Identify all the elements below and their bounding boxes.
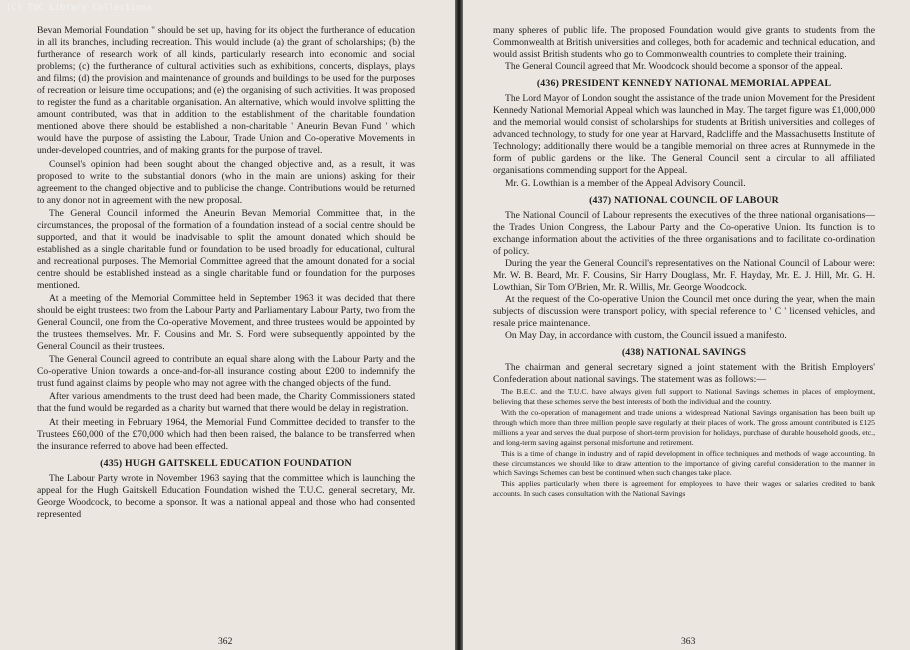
paragraph: Counsel's opinion had been sought about the changed objective and, as a result, it was proposed to write to the substantial donors (who in the main are unions) asking for their agreement to the changed objective and to publicise the change. Contributions would be returned to any donor not in agreement with the new proposal. [37, 158, 415, 206]
page-number: 363 [681, 636, 696, 647]
right-column [493, 25, 875, 499]
paragraph: The General Council agreed that Mr. Woodcock should become a sponsor of the appeal. [505, 61, 843, 73]
paragraph: many spheres of public life. The proposed Foundation would give grants to students from the Commonwealth at British universities and colleges, both for academic and technical education, and would assist British students who go to Commonwealth countries to complete their training. [493, 25, 875, 61]
paragraph: Mr. G. Lowthian is a member of the Appeal Advisory Council. [505, 177, 746, 189]
paragraph: On May Day, in accordance with custom, the Council issued a manifesto. [505, 330, 787, 342]
paragraph: At a meeting of the Memorial Committee held in September 1963 it was decided that there should be eight trustees: two from the Labour Party and Parliamentary Labour Party, two from the General Council, one from the Co-operative Movement, and three trustees would be appointed by the trustees themselves. Mr. F. Cousins and Mr. S. Ford were subsequently appointed by the General Council as their trustees. [37, 293, 415, 353]
quoted-paragraph: With the co-operation of management and trade unions a widespread National Savings organisation has been built up through which more than three million people save regularly at their places of work. The gross amount contributed is £125 millions a year and serves the dual purpose of short-term provision for holidays, purchase of durable household goods, etc., and long-term saving against personal misfortune and retirement. [493, 407, 875, 447]
section-heading-438: (438) NATIONAL SAVINGS [621, 347, 747, 359]
section-heading-436: (436) PRESIDENT KENNEDY NATIONAL MEMORIAL APPEAL [536, 78, 832, 90]
book-gutter [455, 0, 463, 650]
paragraph: Bevan Memorial Foundation " should be set up, having for its object the furtherance of education in all its branches, including recreation. This would include (a) the grant of scholarships; (b) the furtherance of research work of all kinds, particularly research into economic and social problems; (c) the furtherance of cultural activities such as exhibitions, concerts, displays, plays and films; (d) the provision and maintenance of grounds and buildings to be used for the purposes of recreation or leisure time occupations; and (e) the organising of such activities. It was proposed to register the fund as a charitable organisation. An alternative, which would involve splitting the amount contributed, was that in addition to the establishment of the charitable foundation mentioned above there should be established a non-charitable ' Aneurin Bevan Fund ' which would have the purpose of assisting the Labour, Trade Union and Co-operative Movements in under-developed countries, and of making grants for the purpose of travel. [37, 25, 415, 157]
paragraph: The Lord Mayor of London sought the assistance of the trade union Movement for the President Kennedy National Memorial Appeal which was launched in May. The target figure was £1,000,000 and the memorial would consist of scholarships for students at British universities and colleges of advanced technology, to study for one year at Harvard, Radcliffe and the Massachusetts Institute of Technology; additionally there would be a tangible memorial on three acres at Runnymede in the form of public gardens or the like. The General Council sent a circular to all affiliated organisations commending support for the Appeal. [493, 93, 875, 177]
section-heading-437: (437) NATIONAL COUNCIL OF LABOUR [589, 194, 779, 206]
quoted-paragraph: The B.E.C. and the T.U.C. have always given full support to National Savings schemes in places of employment, believing that these schemes serve the best interests of both the individual and the country. [493, 387, 875, 407]
paragraph: During the year the General Council's representatives on the National Council of Labour were: Mr. W. B. Beard, Mr. F. Cousins, Sir Harry Douglass, Mr. F. Hayday, Mr. E. J. Hill, Mr. G. H. Lowthian, Sir Tom O'Brien, Mr. R. Willis, Mr. George Woodcock. [493, 257, 875, 293]
quoted-paragraph: This is a time of change in industry and of rapid development in office techniques and methods of wage accounting. In these circumstances we should like to draw attention to the importance of giving careful consideration to the manner in which Savings Schemes can best be continued when such changes take place. [493, 448, 875, 478]
section-heading-435: (435) HUGH GAITSKELL EDUCATION FOUNDATION [100, 457, 352, 469]
paragraph: The chairman and general secretary signed a joint statement with the British Employers' Confederation about national savings. The statement was as follows:— [493, 362, 875, 386]
paragraph: The General Council agreed to contribute an equal share along with the Labour Party and the Co-operative Union towards a once-and-for-all insurance costing about £200 to indemnify the trust fund against claims by people who may not agree with the changed objects of the fund. [37, 354, 415, 390]
quoted-paragraph: This applies particularly when there is agreement for employees to have their wages or salaries credited to bank accounts. In such cases consultation with the National Savings [493, 479, 875, 499]
paragraph: After various amendments to the trust deed had been made, the Charity Commissioners stated that the fund would be regarded as a charity but warned that there would be delay in registration. [37, 391, 415, 415]
page-number: 362 [218, 636, 233, 647]
left-column [37, 25, 415, 521]
paragraph: At the request of the Co-operative Union the Council met once during the year, when the main subjects of discussion were transport policy, with special reference to ' C ' licensed vehicles, and resale price maintenance. [493, 293, 875, 329]
right-page [463, 0, 910, 650]
paragraph: The General Council informed the Aneurin Bevan Memorial Committee that, in the circumstances, the proposal of the formation of a foundation instead of a social centre should be supported, and that it would be inadvisable to split the amount donated which should be established as a single charitable fund or foundation to be used broadly for educational, cultural and recreational purposes. The Memorial Committee agreed that the amount donated for a social centre should be established instead as a single charitable fund or foundation for the purposes mentioned. [37, 207, 415, 291]
paragraph: The National Council of Labour represents the executives of the three national organisations—the Trades Union Congress, the Labour Party and the Co-operative Union. Its function is to exchange information about the activities of the three organisations and to facilitate co-ordination of policy. [493, 209, 875, 257]
watermark: (C) TUC Library Collections [6, 3, 153, 13]
paragraph: At their meeting in February 1964, the Memorial Fund Committee decided to transfer to the Trustees £60,000 of the £70,000 which had then been raised, the balance to be transferred when the insurance referred to above had been effected. [37, 416, 415, 452]
paragraph: The Labour Party wrote in November 1963 saying that the committee which is launching the appeal for the Hugh Gaitskell Education Foundation wished the T.U.C. general secretary, Mr. George Woodcock, to become a sponsor. It was a national appeal and those who had consented represented [37, 472, 415, 520]
